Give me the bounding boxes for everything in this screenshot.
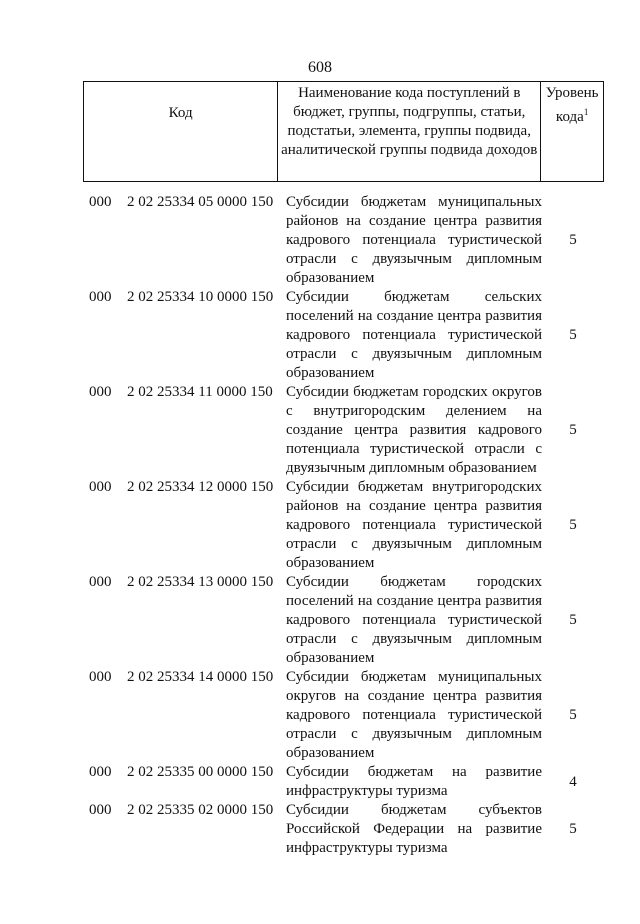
header-name: [278, 82, 541, 181]
row-revenue-code: 2 02 25334 11 0000 150: [127, 384, 273, 400]
row-revenue-code: 2 02 25334 12 0000 150: [127, 479, 274, 495]
row-level: 5: [569, 612, 577, 628]
row-admin-code: 000: [89, 289, 112, 305]
row-level: 5: [569, 232, 577, 248]
row-level: 5: [569, 517, 577, 533]
header-level-line: кода: [555, 109, 584, 125]
header-name-line: Наименование кода поступлений в: [298, 85, 521, 101]
table-row: [83, 383, 604, 478]
table-header: [83, 81, 604, 182]
row-revenue-code: 2 02 25334 10 0000 150: [127, 289, 274, 305]
row-level: 5: [569, 707, 577, 723]
header-code: [84, 82, 278, 181]
row-name: Субсидии бюджетам внутригородских районов на создание центра развития кадрового потенциала туристической отрасли с двуязычным дипломным образованием: [286, 479, 542, 571]
header-code-label: Код: [168, 105, 193, 121]
row-revenue-code: 2 02 25334 14 0000 150: [127, 669, 274, 685]
table-row: [83, 193, 604, 288]
table-row: [83, 801, 604, 858]
row-admin-code: 000: [89, 384, 112, 400]
row-name: Субсидии бюджетам городских округов с внутригородским делением на создание центра развития кадрового потенциала туристической отрасли с двуязычным дипломным образованием: [286, 384, 542, 476]
row-admin-code: 000: [89, 574, 112, 590]
header-name-line: подстатьи, элемента, группы подвида,: [287, 123, 531, 139]
row-name: Субсидии бюджетам субъектов Российской Федерации на развитие инфраструктуры туризма: [286, 802, 542, 856]
table-row: [83, 288, 604, 383]
header-level: [541, 82, 603, 181]
row-name: Субсидии бюджетам на развитие инфраструктуры туризма: [286, 764, 542, 799]
row-admin-code: 000: [89, 669, 112, 685]
row-admin-code: 000: [89, 194, 112, 210]
table-body: [83, 193, 604, 858]
table-row: [83, 763, 604, 801]
row-revenue-code: 2 02 25335 00 0000 150: [127, 764, 274, 780]
row-name: Субсидии бюджетам муниципальных районов на создание центра развития кадрового потенциала туристической отрасли с двуязычным дипломным образованием: [286, 194, 542, 286]
row-admin-code: 000: [89, 764, 112, 780]
row-name: Субсидии бюджетам муниципальных округов на создание центра развития кадрового потенциала туристической отрасли с двуязычным дипломным образованием: [286, 669, 542, 761]
row-revenue-code: 2 02 25334 13 0000 150: [127, 574, 274, 590]
header-name-line: бюджет, группы, подгруппы, статьи,: [293, 104, 526, 120]
page-number: 608: [308, 59, 332, 76]
header-level-line: Уровень: [545, 85, 599, 101]
table-row: [83, 478, 604, 573]
header-name-line: аналитической группы подвида доходов: [281, 142, 538, 158]
row-revenue-code: 2 02 25335 02 0000 150: [127, 802, 274, 818]
row-admin-code: 000: [89, 479, 112, 495]
row-revenue-code: 2 02 25334 05 0000 150: [127, 194, 274, 210]
row-name: Субсидии бюджетам городских поселений на создание центра развития кадрового потенциала туристической отрасли с двуязычным дипломным образованием: [286, 574, 542, 666]
table-row: [83, 573, 604, 668]
row-level: 5: [569, 821, 577, 837]
row-name: Субсидии бюджетам сельских поселений на создание центра развития кадрового потенциала туристической отрасли с двуязычным дипломным образованием: [286, 289, 542, 381]
footnote-mark: 1: [583, 107, 589, 117]
row-admin-code: 000: [89, 802, 112, 818]
row-level: 5: [569, 422, 577, 438]
table-row: [83, 668, 604, 763]
row-level: 4: [569, 773, 577, 790]
row-level: 5: [569, 327, 577, 343]
